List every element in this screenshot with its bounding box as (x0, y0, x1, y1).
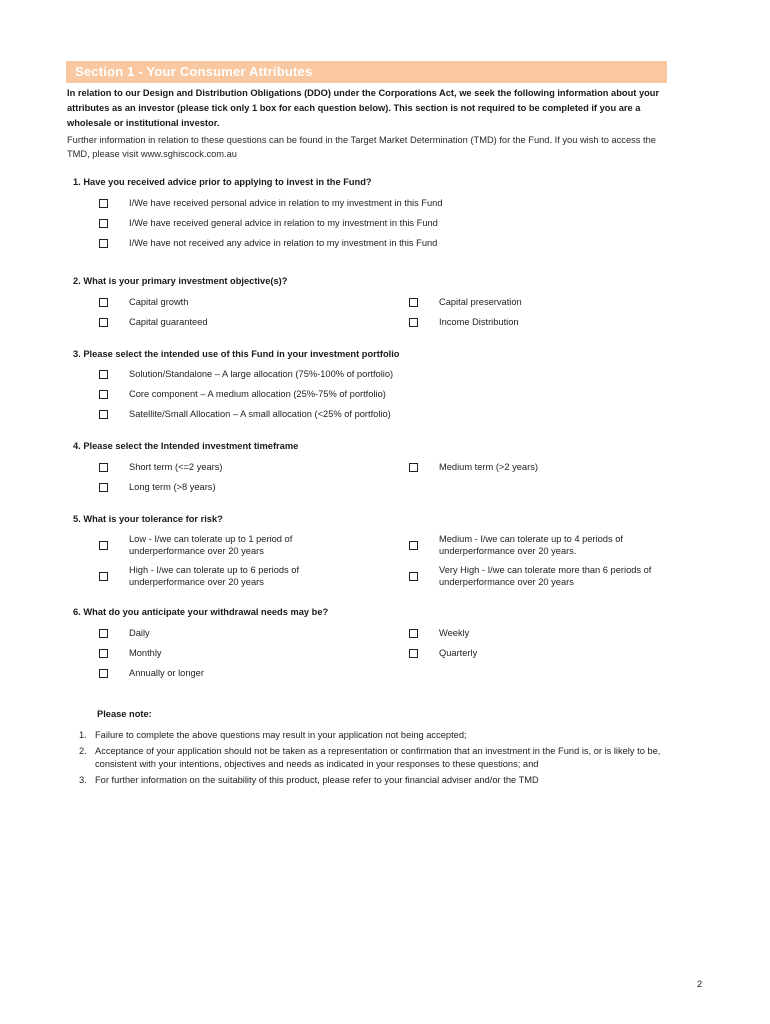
note-text: Acceptance of your application should not be taken as a representation or confirmation that an investment in the Fund is, or is likely to be, consistent with your intentions, objectives and needs as indicated in your responses to these questions; and (95, 745, 661, 769)
checkbox[interactable] (99, 318, 108, 327)
option-label: I/We have received general advice in relation to my investment in this Fund (129, 218, 438, 228)
checkbox-option[interactable] (99, 667, 379, 681)
checkbox-option[interactable] (99, 197, 599, 211)
option-label: Capital preservation (439, 297, 522, 307)
checkbox[interactable] (409, 318, 418, 327)
option-label: Capital growth (129, 297, 189, 307)
note-number: 3. (79, 774, 87, 785)
checkbox-option[interactable] (99, 217, 599, 231)
option-label: Short term (<=2 years) (129, 462, 223, 472)
checkbox[interactable] (99, 219, 108, 228)
checkbox-option[interactable] (409, 564, 669, 590)
checkbox[interactable] (409, 541, 418, 550)
question-title: 4. Please select the Intended investment timeframe (73, 441, 299, 451)
option-label: Weekly (439, 628, 470, 638)
checkbox[interactable] (99, 410, 108, 419)
option-label: Low - I/we can tolerate up to 1 period of underperformance over 20 years (129, 534, 293, 556)
intro-further-info: Further information in relation to these questions can be found in the Target Market Determination (TMD) for the Fund. If you wish to access the TMD, please visit www.sghiscock.com.au (67, 135, 656, 159)
checkbox[interactable] (99, 649, 108, 658)
option-label: I/We have received personal advice in relation to my investment in this Fund (129, 198, 443, 208)
checkbox-option[interactable] (99, 533, 389, 559)
note-number: 2. (79, 745, 87, 756)
note-item (79, 774, 671, 788)
option-label: Satellite/Small Allocation – A small allocation (<25% of portfolio) (129, 409, 391, 419)
checkbox[interactable] (409, 572, 418, 581)
checkbox-option[interactable] (99, 237, 599, 251)
checkbox[interactable] (409, 298, 418, 307)
checkbox-option[interactable] (409, 316, 659, 330)
question-title: 5. What is your tolerance for risk? (73, 514, 223, 524)
note-title: Please note: (97, 709, 152, 719)
checkbox[interactable] (99, 463, 108, 472)
checkbox-option[interactable] (99, 461, 379, 475)
checkbox[interactable] (99, 199, 108, 208)
checkbox[interactable] (99, 541, 108, 550)
option-label: Annually or longer (129, 668, 204, 678)
checkbox-option[interactable] (99, 408, 599, 422)
note-list (79, 729, 671, 789)
checkbox[interactable] (99, 572, 108, 581)
checkbox[interactable] (99, 298, 108, 307)
checkbox-option[interactable] (409, 647, 659, 661)
option-label: Capital guaranteed (129, 317, 208, 327)
checkbox-option[interactable] (409, 533, 669, 559)
note-text: For further information on the suitability of this product, please refer to your financial adviser and/or the TMD (95, 774, 539, 785)
option-label: Medium - I/we can tolerate up to 4 periods of underperformance over 20 years. (439, 534, 623, 556)
checkbox-option[interactable] (409, 296, 659, 310)
intro-instructions: In relation to our Design and Distribution Obligations (DDO) under the Corporations Act, we seek the following information about your attributes as an investor (please tick only 1 box for each question below). This section is not required to be completed if you are a wholesale or institutional investor. (67, 88, 660, 128)
question-title: 1. Have you received advice prior to applying to invest in the Fund? (73, 177, 372, 187)
option-label: I/We have not received any advice in relation to my investment in this Fund (129, 238, 438, 248)
option-label: High - I/we can tolerate up to 6 periods of underperformance over 20 years (129, 565, 300, 587)
checkbox-option[interactable] (99, 296, 379, 310)
note-text: Failure to complete the above questions may result in your application not being accepted; (95, 730, 467, 740)
option-label: Very High - I/we can tolerate more than 6 periods of underperformance over 20 years (439, 565, 652, 587)
option-label: Medium term (>2 years) (439, 462, 538, 472)
checkbox-option[interactable] (409, 627, 659, 641)
checkbox-option[interactable] (99, 316, 379, 330)
note-item (79, 745, 671, 772)
checkbox-option[interactable] (99, 368, 599, 382)
section-header: Section 1 - Your Consumer Attributes (66, 61, 667, 83)
note-item (79, 729, 671, 743)
question-title: 6. What do you anticipate your withdrawal needs may be? (73, 607, 329, 617)
question-title: 3. Please select the intended use of this Fund in your investment portfolio (73, 349, 400, 359)
option-label: Monthly (129, 648, 162, 658)
checkbox[interactable] (99, 239, 108, 248)
checkbox-option[interactable] (99, 647, 379, 661)
checkbox-option[interactable] (409, 461, 659, 475)
checkbox-option[interactable] (99, 388, 599, 402)
checkbox[interactable] (99, 629, 108, 638)
checkbox[interactable] (409, 629, 418, 638)
option-label: Daily (129, 628, 150, 638)
note-number: 1. (79, 730, 87, 740)
checkbox[interactable] (99, 483, 108, 492)
option-label: Long term (>8 years) (129, 482, 216, 492)
option-label: Income Distribution (439, 317, 519, 327)
checkbox[interactable] (99, 370, 108, 379)
checkbox[interactable] (99, 669, 108, 678)
checkbox[interactable] (409, 463, 418, 472)
checkbox[interactable] (409, 649, 418, 658)
question-title: 2. What is your primary investment objective(s)? (73, 276, 288, 286)
page-number: 2 (697, 979, 703, 989)
checkbox-option[interactable] (99, 564, 389, 590)
checkbox-option[interactable] (99, 627, 379, 641)
checkbox[interactable] (99, 390, 108, 399)
option-label: Core component – A medium allocation (25%-75% of portfolio) (129, 389, 386, 399)
option-label: Quarterly (439, 648, 478, 658)
option-label: Solution/Standalone – A large allocation (75%-100% of portfolio) (129, 369, 394, 379)
checkbox-option[interactable] (99, 481, 379, 495)
